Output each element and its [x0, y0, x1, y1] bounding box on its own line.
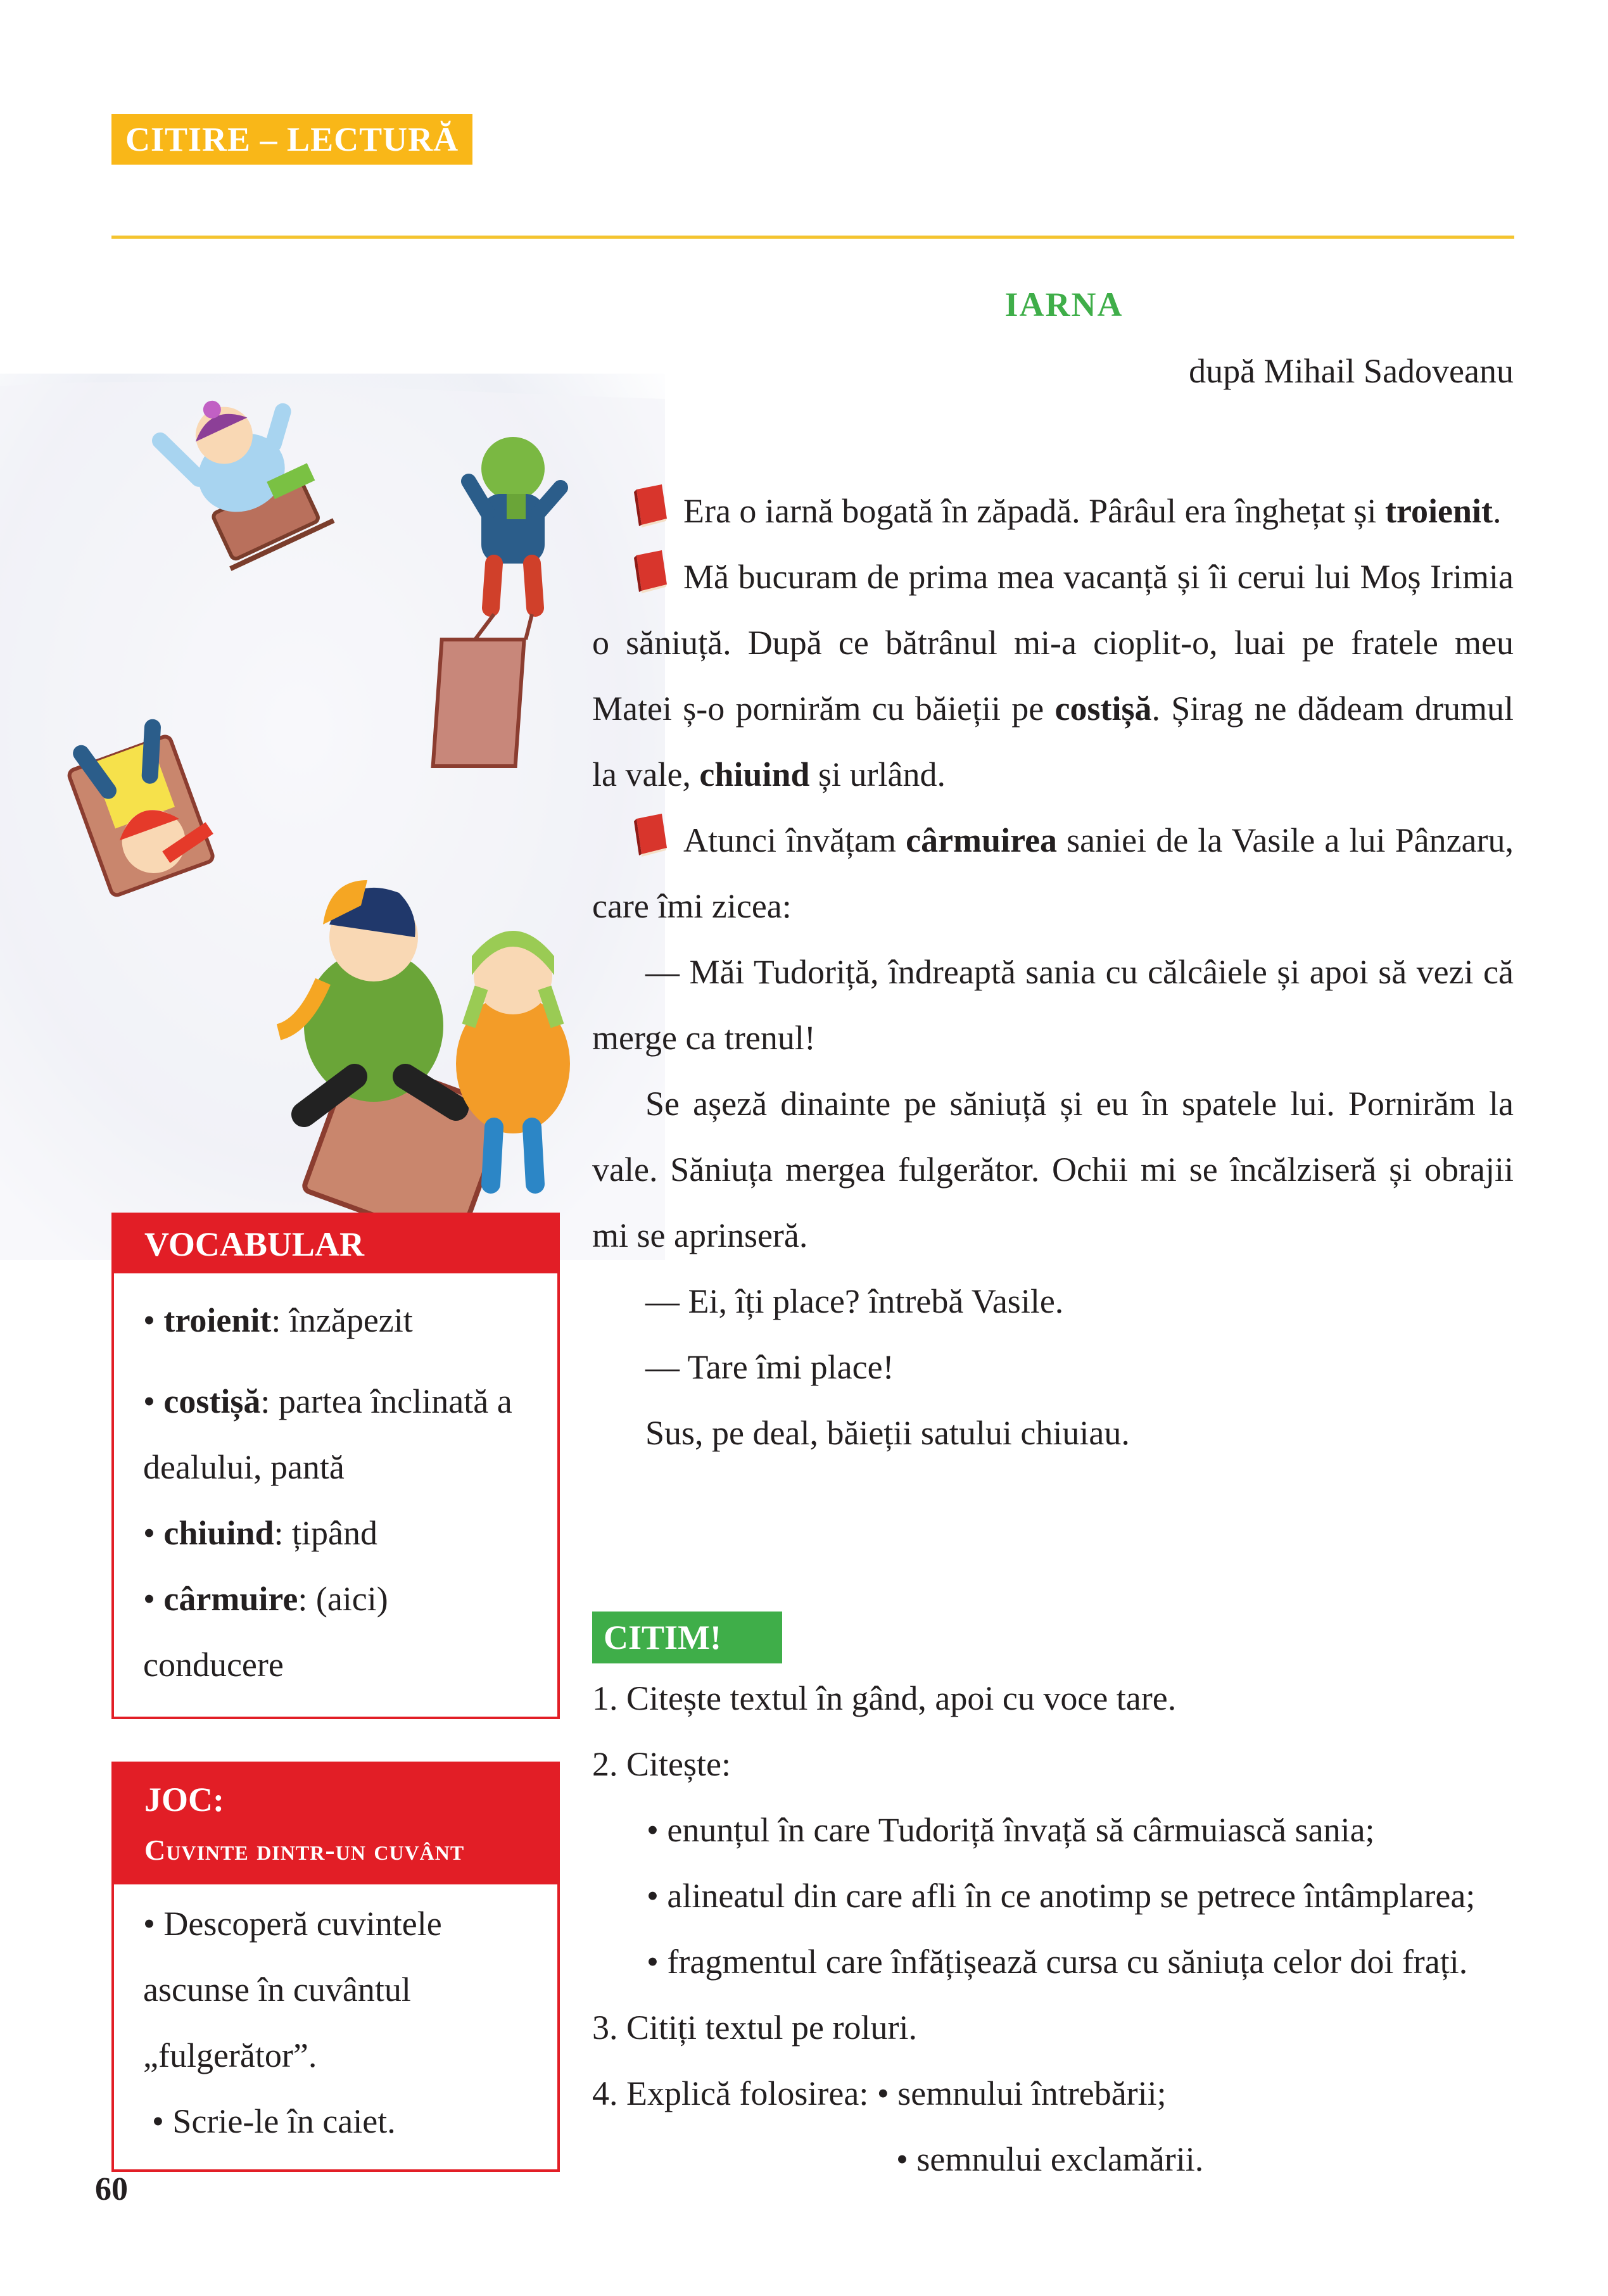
vocab-item: • troienit: înzăpezit: [143, 1301, 413, 1339]
paragraph-6: — Ei, îți place? întrebă Vasile.: [645, 1282, 1064, 1320]
paragraph-4: — Măi Tudoriță, îndreaptă sania cu călcâiele și apoi să vezi că merge ca trenul!: [592, 953, 1514, 1057]
task-subitem: • semnului exclamării.: [896, 2140, 1204, 2178]
book-icon: [631, 812, 671, 854]
sledding-children-illustration: [0, 374, 665, 1260]
vocab-item: • cârmuire: (aici) conducere: [143, 1580, 388, 1684]
vocab-item: • chiuind: țipând: [143, 1514, 377, 1552]
reading-tasks: [592, 1665, 1517, 2192]
task-item: 2. Citește:: [592, 1745, 731, 1783]
game-title: JOC:: [144, 1781, 224, 1819]
book-icon: [631, 483, 671, 525]
paragraph-8: Sus, pe deal, băieții satului chiuiau.: [645, 1414, 1130, 1452]
task-item: 4. Explică folosirea: • semnului întrebării;: [592, 2074, 1167, 2112]
vocab-item: • costișă: partea înclinată a dealului, pantă: [143, 1382, 512, 1486]
game-subtitle: Cuvinte dintr-un cuvânt: [144, 1834, 465, 1866]
paragraph-3: Atunci învățam cârmuirea saniei de la Vasile a lui Pânzaru, care îmi zicea:: [592, 807, 1514, 939]
header-rule: [111, 236, 1514, 239]
task-subitem: • alineatul din care afli în ce anotimp se petrece întâmplarea;: [647, 1877, 1476, 1915]
task-item: 3. Citiți textul pe roluri.: [592, 2009, 917, 2047]
story-text: [592, 478, 1514, 1466]
task-subitem: • fragmentul care înfățișează cursa cu săniuța celor doi frați.: [647, 1943, 1468, 1981]
game-box: [111, 1762, 560, 2172]
page-number: 60: [95, 2171, 128, 2207]
section-tag: CITIRE – LECTURĂ: [111, 114, 472, 165]
task-item: 1. Citește textul în gând, apoi cu voce tare.: [592, 1679, 1177, 1717]
citim-tag: CITIM!: [592, 1612, 782, 1663]
vocabulary-title: VOCABULAR: [114, 1215, 557, 1273]
paragraph-1: Era o iarnă bogată în zăpadă. Pârâul era înghețat și troienit.: [592, 478, 1514, 544]
book-icon: [631, 549, 671, 591]
story-author: după Mihail Sadoveanu: [1189, 352, 1514, 390]
paragraph-7: — Tare îmi place!: [645, 1348, 894, 1386]
game-instruction: • Scrie-le în caiet.: [152, 2102, 396, 2140]
vocabulary-box: [111, 1213, 560, 1719]
paragraph-5: Se așeză dinainte pe săniuță și eu în spatele lui. Pornirăm la vale. Săniuța mergea fulgerător. Ochii mi se încălziseră și obrajii mi se aprinseră.: [592, 1085, 1514, 1254]
story-title: IARNA: [1004, 286, 1124, 324]
paragraph-2: Mă bucuram de prima mea vacanță și îi cerui lui Moș Irimia o săniuță. După ce bătrânul mi-a cioplit-o, luai pe fratele meu Matei ș-o pornirăm cu băieții pe costișă. Șirag ne dădeam drumul la vale, chiuind și urlând.: [592, 544, 1514, 807]
task-subitem: • enunțul în care Tudoriță învață să cârmuiască sania;: [647, 1811, 1375, 1849]
game-instruction: • Descoperă cuvintele ascunse în cuvântul „fulgerător”.: [143, 1905, 442, 2074]
